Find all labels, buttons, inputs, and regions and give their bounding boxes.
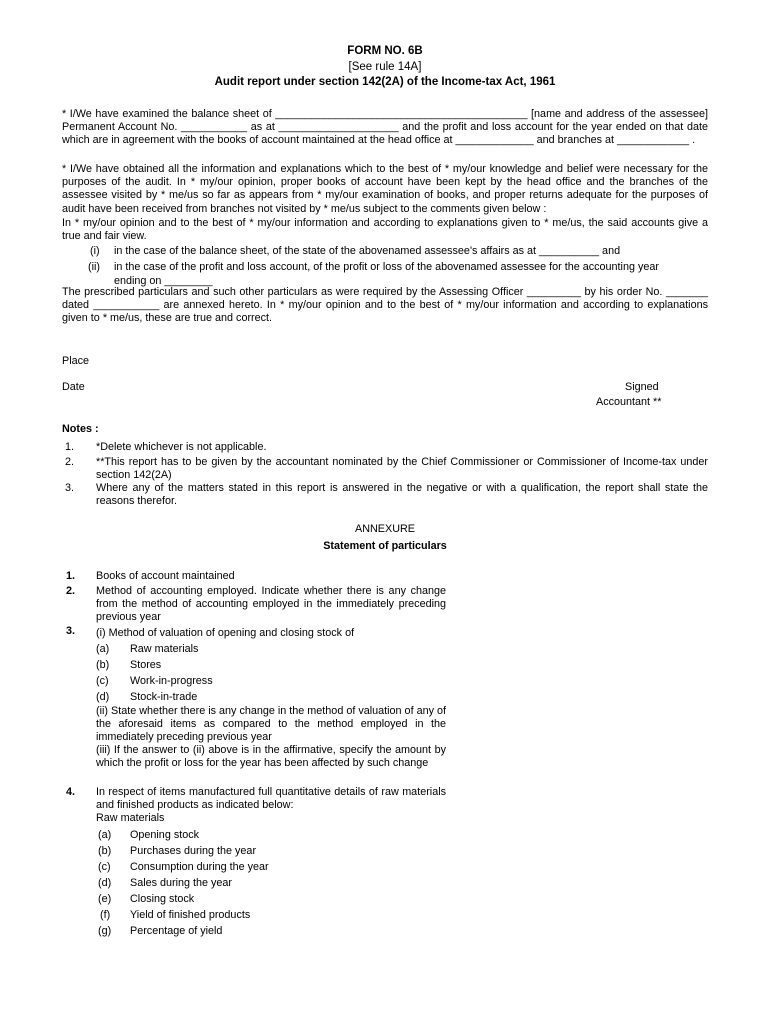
- item-4-b-text: Purchases during the year: [130, 845, 257, 857]
- item-4-c-text: Consumption during the year: [130, 861, 269, 873]
- notes-heading: Notes :: [62, 423, 99, 435]
- item-3-b-text: Stores: [130, 659, 162, 671]
- annexure-item-3-intro: (i) Method of valuation of opening and closing stock of: [96, 627, 355, 639]
- item-4-a-text: Opening stock: [130, 829, 200, 841]
- note-1-text: *Delete whichever is not applicable.: [96, 441, 267, 453]
- item-4-c-number: (c): [98, 861, 111, 873]
- paragraph-balance-sheet: * I/We have examined the balance sheet of __________________________________________ [name and address of the assessee] Permanent Account No. ___________ as at ____________________ and the profit and loss account for the year ended on that date which are in agreement with the books of account maintained at the head office at _____________ and branches at ____________ .: [62, 108, 708, 147]
- item-4-b-number: (b): [98, 845, 112, 857]
- item-3-c-text: Work-in-progress: [130, 675, 213, 687]
- item-4-a-number: (a): [98, 829, 112, 841]
- annexure-item-3-number: 3.: [66, 625, 76, 637]
- item-3-d-text: Stock-in-trade: [130, 691, 198, 703]
- rule-reference: [See rule 14A]: [348, 61, 422, 73]
- annexure-item-4-text: In respect of items manufactured full quantitative details of raw materials and finished products as indicated below:: [96, 786, 446, 812]
- annexure-heading: ANNEXURE: [355, 523, 415, 535]
- form-title: Audit report under section 142(2A) of the Income-tax Act, 1961: [214, 76, 556, 88]
- annexure-item-3-ii: (ii) State whether there is any change in the method of valuation of any of the aforesaid items as compared to the method employed in the immediately preceding previous year: [96, 705, 446, 744]
- item-4-d-text: Sales during the year: [130, 877, 233, 889]
- signed-label: Signed: [625, 381, 659, 393]
- annexure-item-2-text: Method of accounting employed. Indicate whether there is any change from the method of accounting employed in the immediately preceding previous year: [96, 585, 446, 624]
- annexure-item-4-number: 4.: [66, 786, 76, 798]
- annexure-item-2-number: 2.: [66, 585, 76, 597]
- note-2-number: 2.: [65, 456, 75, 468]
- paragraph-prescribed-particulars: The prescribed particulars and such other particulars as were required by the Assessing Officer _________ by his order No. _______ dated ___________ are annexed hereto. In * my/our opinion and to the best of * my/our information and according to explanations given to * me/us, these are true and correct.: [62, 286, 708, 325]
- note-3-number: 3.: [65, 482, 75, 494]
- item-ii-text: in the case of the profit and loss account, of the profit or loss of the abovenamed assessee for the accounting year: [114, 261, 659, 273]
- annexure-subheading: Statement of particulars: [323, 540, 447, 552]
- item-4-e-number: (e): [98, 893, 112, 905]
- item-ii-number: (ii): [88, 261, 100, 273]
- form-number: FORM NO. 6B: [347, 45, 423, 57]
- item-i-number: (i): [90, 245, 100, 257]
- item-4-f-text: Yield of finished products: [130, 909, 251, 921]
- annexure-item-1-text: Books of account maintained: [96, 570, 235, 582]
- annexure-item-3-iii: (iii) If the answer to (ii) above is in the affirmative, specify the amount by which the profit or loss for the year has been affected by such change: [96, 744, 446, 770]
- note-3-text: Where any of the matters stated in this report is answered in the negative or with a qualification, the report shall state the reasons therefor.: [96, 482, 708, 508]
- annexure-item-1-number: 1.: [66, 570, 76, 582]
- item-4-f-number: (f): [100, 909, 111, 921]
- item-ii-text-continued: ending on ________: [114, 275, 213, 287]
- date-label: Date: [62, 381, 85, 393]
- place-label: Place: [62, 355, 90, 367]
- raw-materials-label: Raw materials: [96, 812, 165, 824]
- accountant-label: Accountant **: [596, 396, 662, 408]
- item-i-text: in the case of the balance sheet, of the state of the abovenamed assessee's affairs as at __________ and: [114, 245, 621, 257]
- item-3-d-number: (d): [96, 691, 110, 703]
- note-1-number: 1.: [65, 441, 75, 453]
- item-3-b-number: (b): [96, 659, 110, 671]
- paragraph-opinion: In * my/our opinion and to the best of * my/our information and according to explanations given to * me/us, the said accounts give a true and fair view.: [62, 217, 708, 243]
- item-4-d-number: (d): [98, 877, 112, 889]
- item-3-c-number: (c): [96, 675, 109, 687]
- item-3-a-text: Raw materials: [130, 643, 199, 655]
- item-3-a-number: (a): [96, 643, 110, 655]
- item-4-g-text: Percentage of yield: [130, 925, 223, 937]
- item-4-g-number: (g): [98, 925, 112, 937]
- paragraph-information: * I/We have obtained all the information and explanations which to the best of * my/our knowledge and belief were necessary for the purposes of the audit. In * my/our opinion, proper books of account have been kept by the head office and the branches of the assessee visited by * me/us so far as appears from * my/our examination of books, and proper returns adequate for the purposes of audit have been received from branches not visited by * me/us subject to the comments given below :: [62, 163, 708, 215]
- item-4-e-text: Closing stock: [130, 893, 195, 905]
- note-2-text: **This report has to be given by the accountant nominated by the Chief Commissioner or Commissioner of Income-tax under section 142(2A): [96, 456, 708, 482]
